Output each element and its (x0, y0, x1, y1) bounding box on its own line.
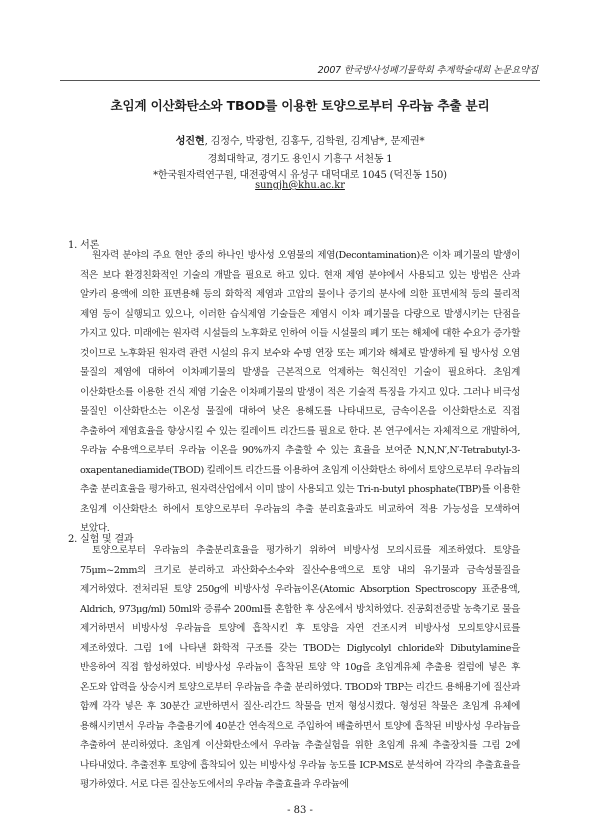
header-rule (60, 80, 540, 81)
running-header: 2007 한국방사성폐기물학회 추계학술대회 논문요약집 (317, 65, 538, 76)
paper-title: 초임계 이산화탄소와 TBOD를 이용한 토양으로부터 우라늄 추출 분리 (110, 98, 490, 113)
author-list (0, 132, 600, 147)
section-body-introduction: 원자력 분야의 주요 현안 중의 하나인 방사성 오염물의 제염(Decontamination)은 이차 폐기물의 발생이 적은 보다 환경친화적인 기술의 개발을 필요로 하고 있다. 현재 제염 분야에서 사용되고 있는 방법은 산과 알카리 용액에 의한 표면용해 등의 화학적 제염과 고압의 물이나 증기의 분사에 의한 표면세척 등의 물리적 제염 등이 실행되고 있으나, 이러한 습식제염 기술들은 제염시 이차 폐기물을 다량으로 발생시키는 단점을 가지고 있다. 미래에는 원자력 시설들의 노후화로 인하여 이들 시설물의 폐기 또는 해체에 대한 수요가 증가할 것이므로 노후화된 원자력 관련 시설의 유지 보수와 수명 연장 또는 폐기와 해체로 발생하게 될 방사성 오염 물질의 제염에 대하여 이차폐기물의 발생을 근본적으로 억제하는 혁신적인 기술이 필요하다. 초임계 이산화탄소를 이용한 건식 제염 기술은 이차폐기물의 발생이 적은 기술적 특징을 가지고 있다. 그러나 비극성 물질인 이산화탄소는 이온성 물질에 대하여 낮은 용해도를 나타내므로, 금속이온을 이산화탄소로 직접 추출하여 제염효율을 향상시킬 수 있는 킬레이트 리간드를 필요로 한다. 본 연구에서는 자체적으로 개발하여, 우라늄 수용액으로부터 우라늄 이온을 90%까지 추출할 수 있는 효율을 보여준 N,N,N′,N′-Tetrabutyl-3-oxapentanediamide(TBOD) 킬레이트 리간드를 이용하여 초임계 이산화탄소 하에서 토양으로부터 우라늄의 추출 분리효율을 평가하고, 원자력산업에서 이미 많이 사용되고 있는 Tri-n-butyl phosphate(TBP)를 이용한 초임계 이산화탄소 하에서 토양으로부터 우라늄의 추출 분리효율과도 비교하여 적용 가능성을 모색하여 보았다. (80, 250, 520, 534)
contact-email[interactable] (0, 180, 600, 191)
section-heading-introduction: 1. 서론 (68, 240, 100, 251)
first-author: 성진현 (175, 135, 205, 147)
affiliation-2: *한국원자력연구원, 대전광역시 유성구 대덕대로 1045 (덕진동 150) (153, 170, 447, 181)
page-number: - 83 - (287, 805, 313, 816)
affiliation-1: 경희대학교, 경기도 용인시 기흥구 서천동 1 (207, 154, 393, 165)
section-body-experiment: 토양으로부터 우라늄의 추출분리효율을 평가하기 위하여 비방사성 모의시료를 제조하였다. 토양을 75μm~2mm의 크기로 분리하고 과산화수소수와 질산수용액으로 토양 내의 유기물과 금속성물질을 제거하였다. 전처리된 토양 250g에 비방사성 우라늄이온(Atomic Absorption Spectroscopy 표준용액, Aldrich, 973μg/ml) 50ml와 증류수 200ml를 혼합한 후 상온에서 방치하였다. 진공회전증발 농축기로 물을 제거하면서 비방사성 우라늄을 토양에 흡착시킨 후 토양을 자연 건조시켜 비방사성 모의토양시료를 제조하였다. 그림 1에 나타낸 화학적 구조를 갖는 TBOD는 Diglycolyl chloride와 Dibutylamine을 반응하여 직접 합성하였다. 비방사성 우라늄이 흡착된 토양 약 10g을 초임계유체 추출용 컬럼에 넣은 후 온도와 압력을 상승시켜 토양으로부터 우라늄을 추출 분리하였다. TBOD와 TBP는 리간드 용해용기에 질산과 함께 각각 넣은 후 30분간 교반하면서 질산-리간드 착물을 먼저 형성시켰다. 형성된 착물은 초임계 유체에 용해시키면서 우라늄 추출용기에 40분간 연속적으로 주입하여 배출하면서 토양에 흡착된 비방사성 우라늄을 추출하여 분리하였다. 초임계 이산화탄소에서 우라늄 추출실험을 위한 초임계 유체 추출장치를 그림 2에 나타내었다. 추출전후 토양에 흡착되어 있는 비방사성 우라늄 농도를 ICP-MS로 분석하여 각각의 추출효율을 평가하였다. 서로 다른 질산농도에서의 우라늄 추출효율과 우라늄에 (80, 545, 520, 790)
co-authors: , 김정수, 박광헌, 김홍두, 김학원, 김계남*, 문제권* (204, 136, 425, 147)
email-link[interactable]: sungjh@khu.ac.kr (255, 180, 345, 191)
section-heading-experiment: 2. 실험 및 결과 (68, 534, 134, 545)
